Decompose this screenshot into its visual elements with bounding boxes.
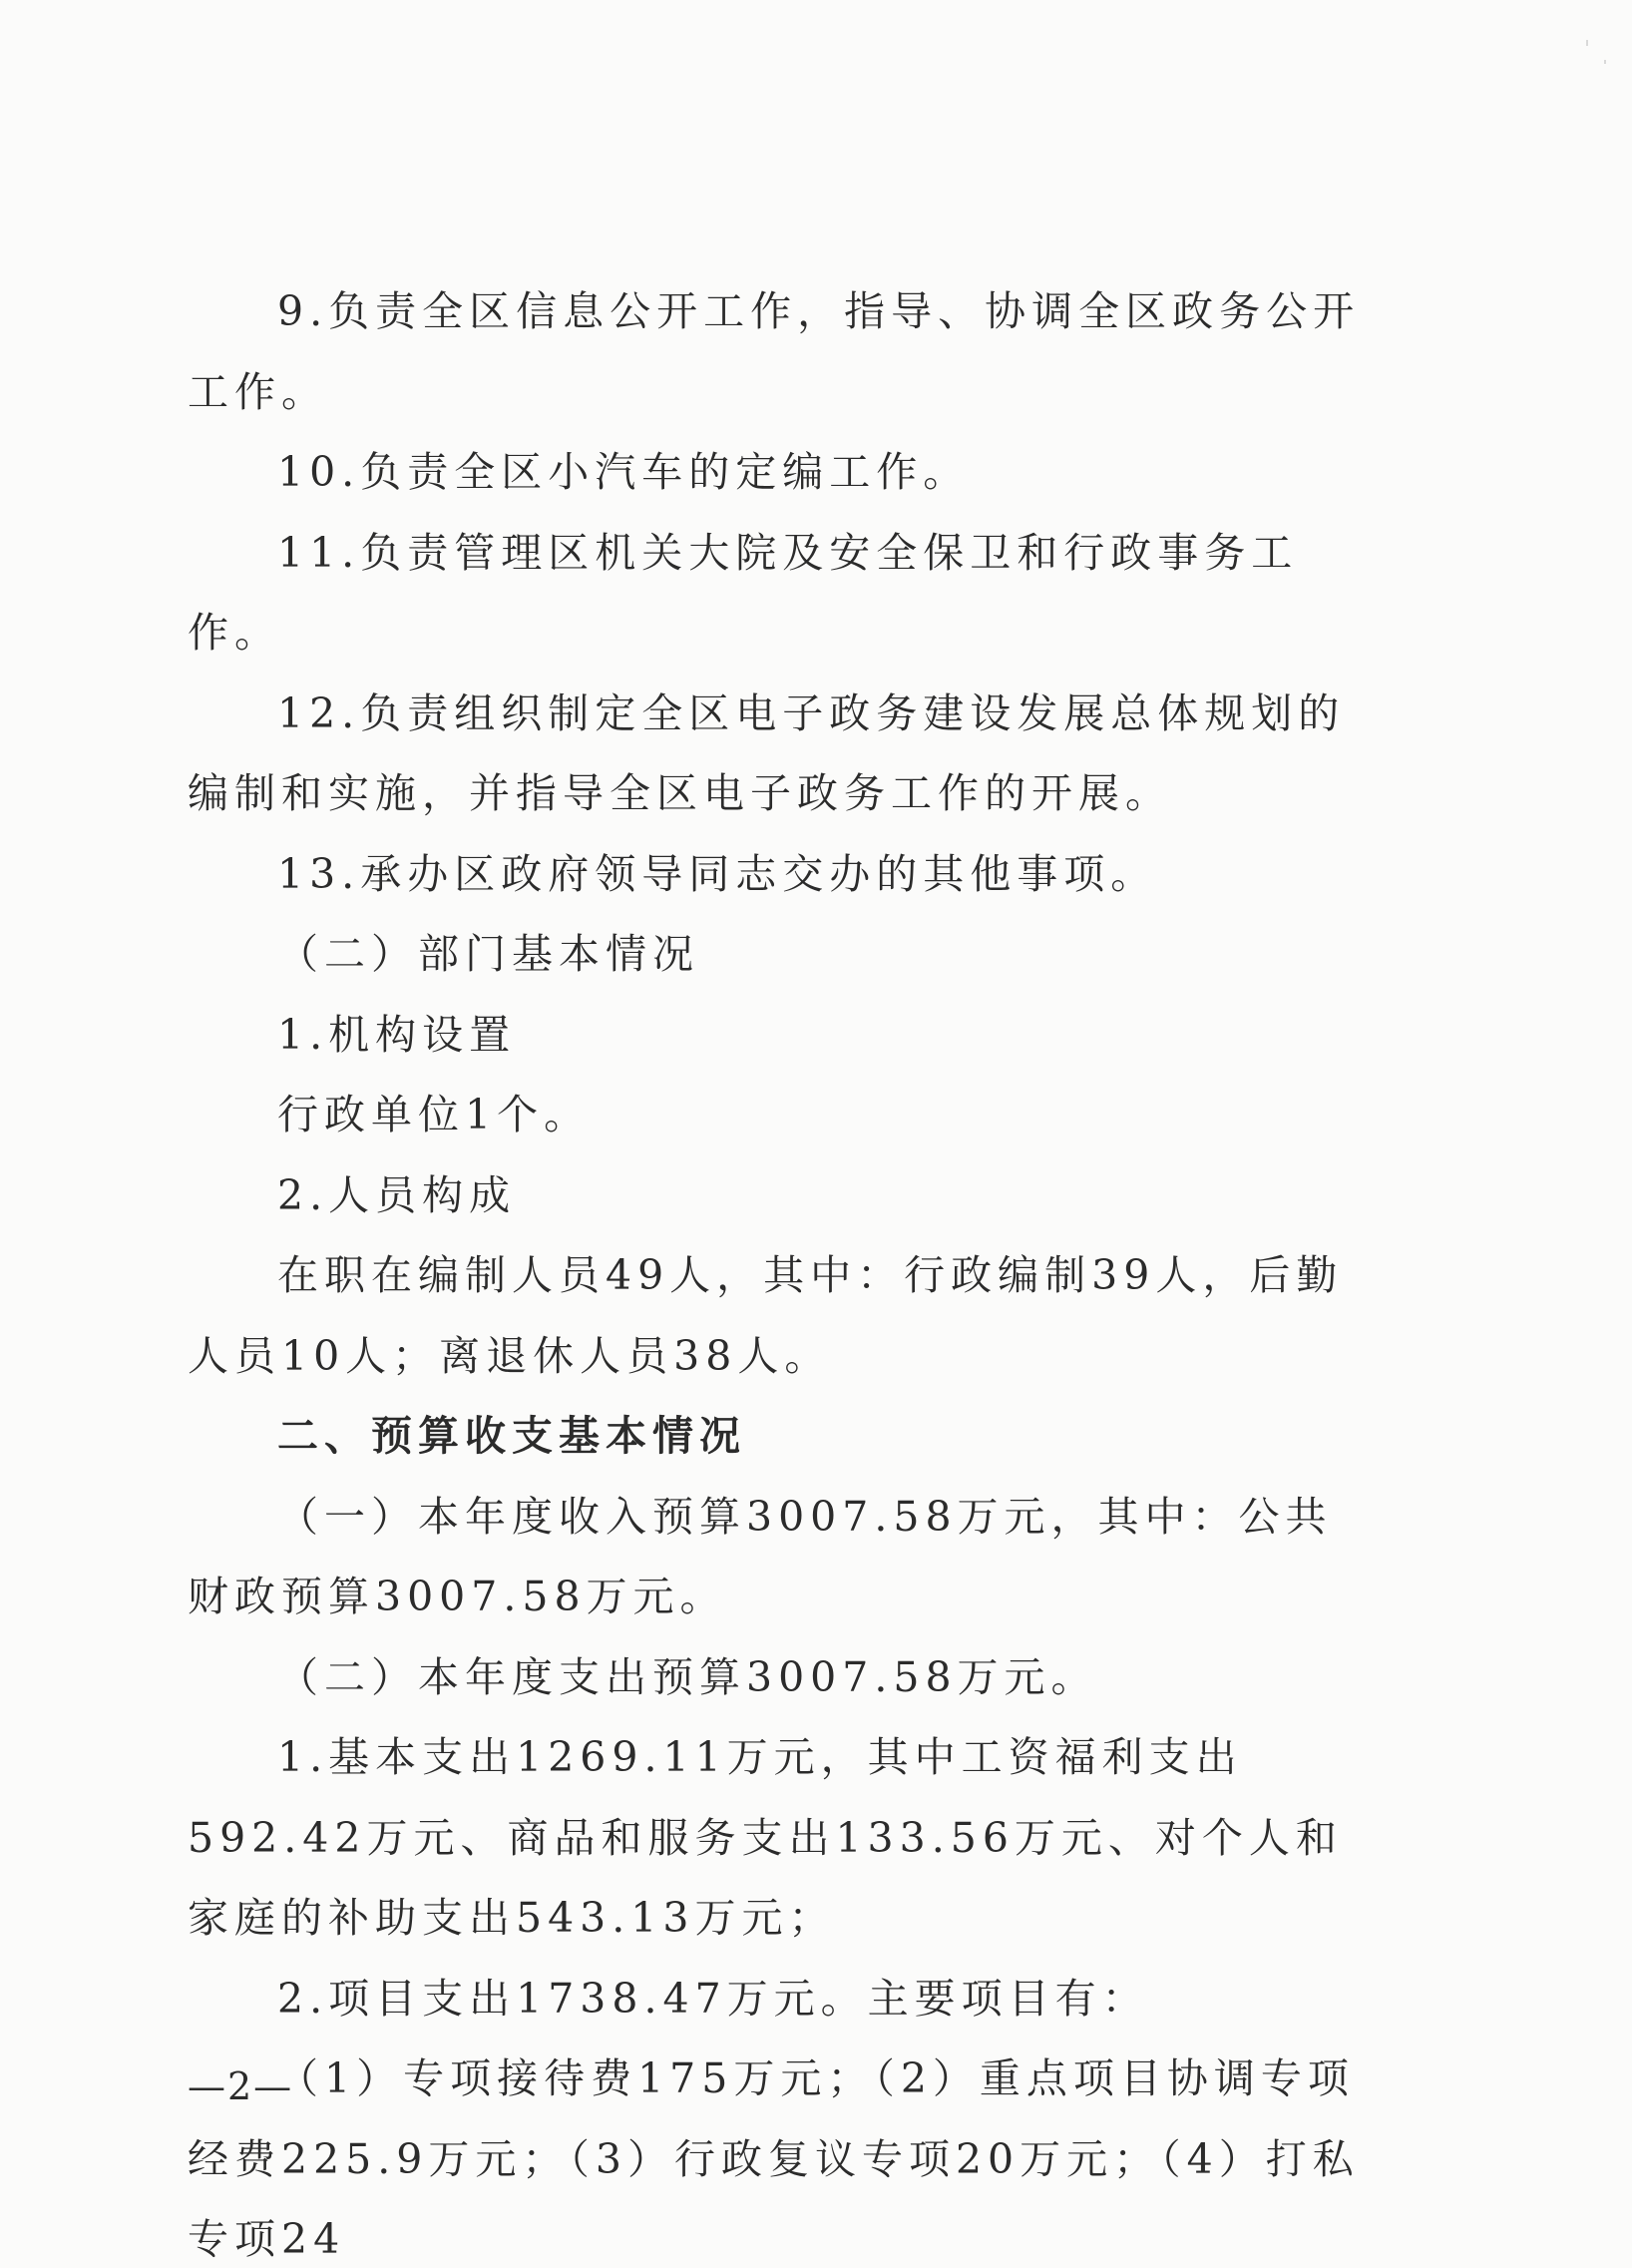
document-body [188, 271, 1375, 2268]
paragraph-staff-title: 2.人员构成 [277, 1170, 517, 1219]
scan-speck [1604, 60, 1606, 64]
paragraph-project-expense: 2.项目支出1738.47万元。主要项目有： [277, 1974, 1149, 2023]
paragraph-item-12: 12.负责组织制定全区电子政务建设发展总体规划的编制和实施，并指导全区电子政务工作的开展。 [188, 688, 1346, 817]
paragraph-org-setup-detail: 行政单位1个。 [277, 1091, 592, 1138]
paragraph-org-setup-title: 1.机构设置 [277, 1010, 517, 1059]
paragraph-basic-expense: 1.基本支出1269.11万元，其中工资福利支出592.42万元、商品和服务支出133.56万元、对个人和家庭的补助支出543.13万元； [188, 1733, 1343, 1942]
paragraph-item-11: 11.负责管理区机关大院及安全保卫和行政事务工作。 [188, 528, 1299, 657]
section-heading-budget: 二、预算收支基本情况 [277, 1412, 746, 1460]
paragraph-item-10: 10.负责全区小汽车的定编工作。 [277, 448, 971, 496]
paragraph-staff-detail: 在职在编制人员49人，其中：行政编制39人，后勤人员10人；离退休人员38人。 [188, 1251, 1344, 1380]
paragraph-project-list: （1）专项接待费175万元；（2）重点项目协调专项经费225.9万元；（3）行政复议专项20万元；（4）打私专项24 [188, 2054, 1360, 2263]
scan-speck [1586, 40, 1588, 46]
page-number: —2— [188, 2064, 294, 2108]
paragraph-expense-budget: （二）本年度支出预算3007.58万元。 [277, 1652, 1098, 1701]
paragraph-income-budget: （一）本年度收入预算3007.58万元，其中：公共财政预算3007.58万元。 [188, 1492, 1333, 1620]
paragraph-item-13: 13.承办区政府领导同志交办的其他事项。 [277, 849, 1158, 898]
paragraph-item-9: 9.负责全区信息公开工作，指导、协调全区政务公开工作。 [188, 287, 1361, 416]
subheading-department-basics: （二）部门基本情况 [277, 930, 699, 978]
